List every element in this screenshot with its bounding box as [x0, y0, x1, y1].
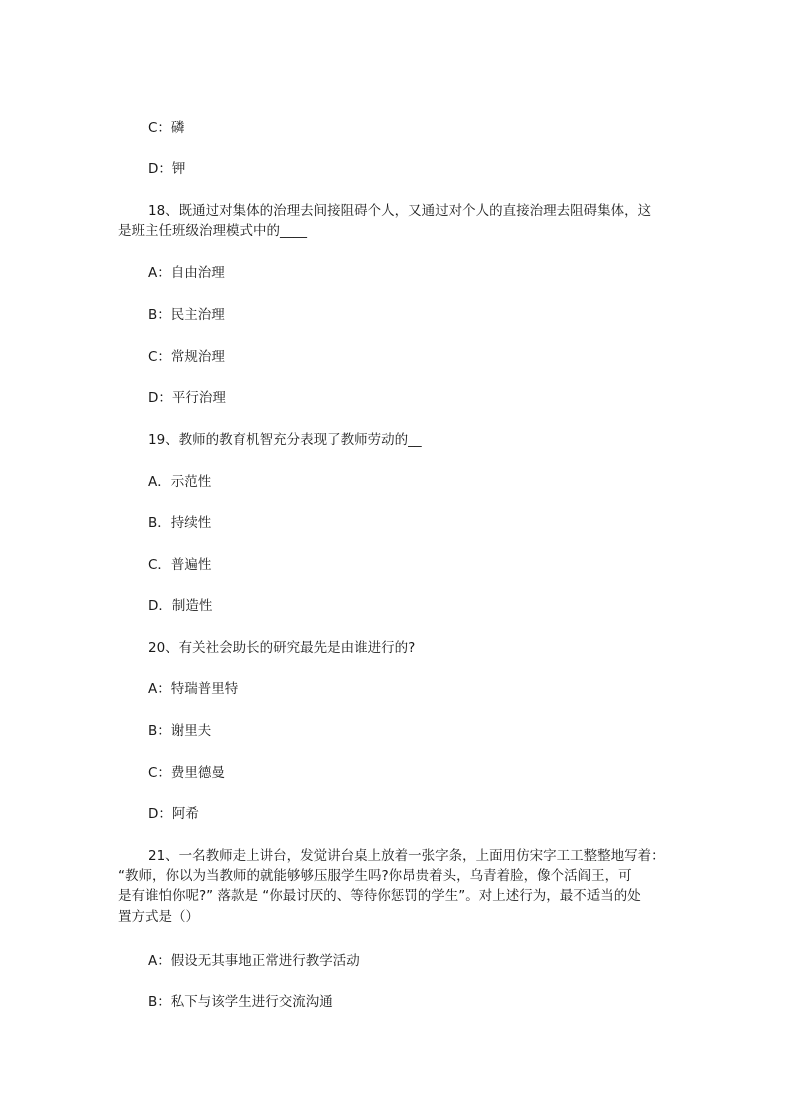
question-19: 19、教师的教育机智充分表现了教师劳动的__ [148, 432, 422, 448]
option-c-q20: C：费里德曼 [148, 765, 225, 781]
option-a-q20: A：特瑞普里特 [148, 681, 239, 697]
option-a-q21: A：假设无其事地正常进行教学活动 [148, 953, 360, 969]
option-b-q20: B：谢里夫 [148, 723, 212, 739]
option-a-q19: A．示范性 [148, 474, 212, 490]
question-21-line-2: “教师，你以为当教师的就能够够压服学生吗?你昂贵着头，乌青着脸，像个活阎王，可 [118, 868, 632, 884]
option-a-q18: A：自由治理 [148, 265, 225, 281]
option-b-q21: B：私下与该学生进行交流沟通 [148, 994, 333, 1010]
question-21-line-3: 是有谁怕你呢?” 落款是 “你最讨厌的、等待你惩罚的学生”。对上述行为，最不适当的处 [118, 888, 641, 904]
option-d-q20: D：阿希 [148, 806, 199, 822]
option-b-q18: B：民主治理 [148, 307, 225, 323]
question-18-line-2: 是班主任班级治理模式中的____ [118, 223, 307, 239]
question-18-line-1: 18、既通过对集体的治理去间接阻碍个人，又通过对个人的直接治理去阻碍集体，这 [148, 203, 652, 219]
option-b-q19: B．持续性 [148, 515, 212, 531]
question-21-line-1: 21、一名教师走上讲台，发觉讲台桌上放着一张字条，上面用仿宋字工工整整地写着： [148, 848, 665, 864]
option-c-q19: C．普遍性 [148, 557, 212, 573]
question-21-line-4: 置方式是（） [118, 909, 199, 925]
option-d-q19: D．制造性 [148, 598, 213, 614]
option-c-q18: C：常规治理 [148, 349, 225, 365]
question-20: 20、有关社会助长的研究最先是由谁进行的? [148, 640, 416, 656]
option-d-q18: D：平行治理 [148, 390, 226, 406]
option-d-q17: D：钾 [148, 161, 186, 177]
option-c-q17: C：磷 [148, 120, 185, 136]
